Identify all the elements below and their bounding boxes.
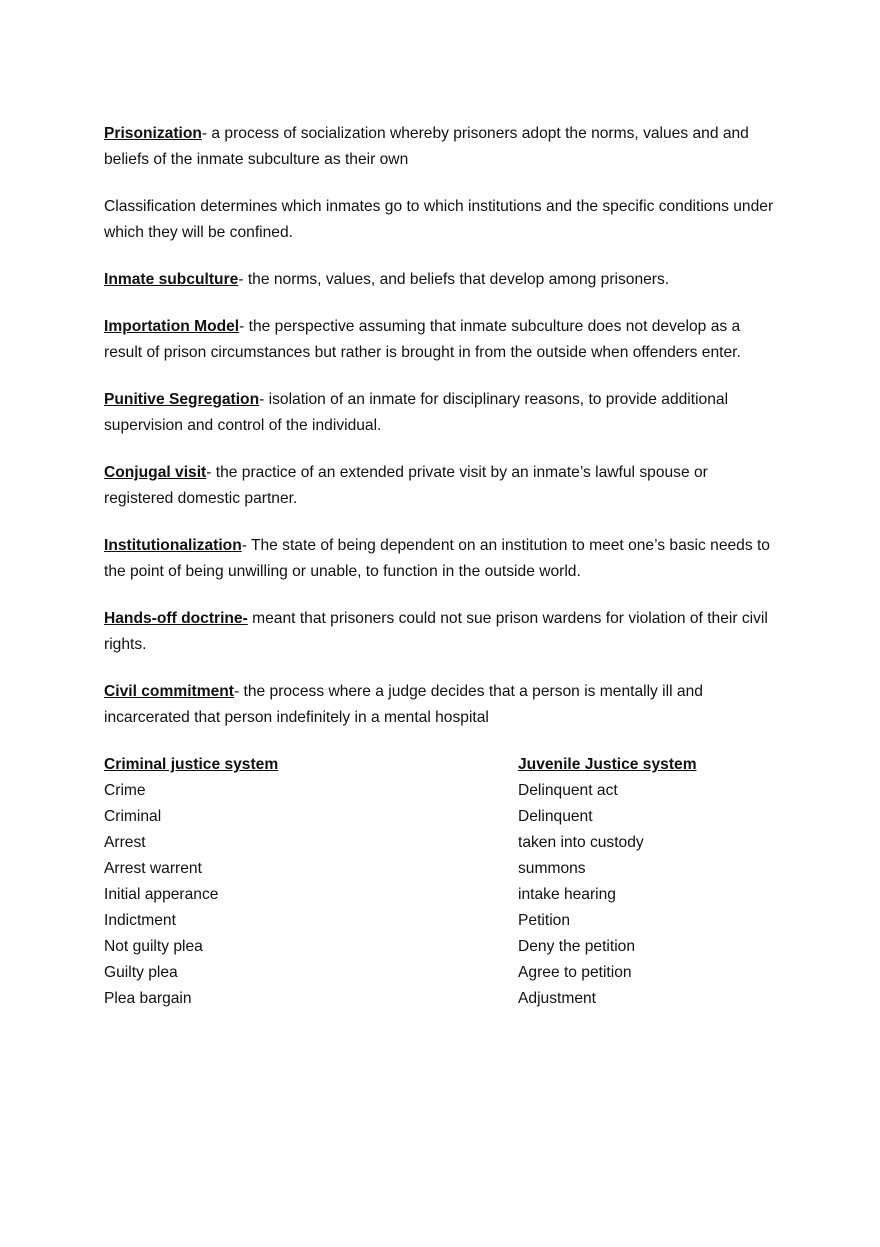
- definition-punitive-segregation: [104, 387, 780, 439]
- criminal-justice-header: Criminal justice system: [104, 756, 279, 773]
- definition-term: Conjugal visit: [104, 464, 207, 481]
- definition-term: Institutionalization: [104, 537, 242, 554]
- juvenile-justice-header: Juvenile Justice system: [518, 756, 697, 773]
- definition-prisonization: [104, 121, 780, 173]
- classification-note: [104, 194, 780, 246]
- definition-hands-off-doctrine: [104, 606, 780, 658]
- definition-term: Inmate subculture: [104, 271, 239, 288]
- definition-text: meant that prisoners could not sue prison wardens for violation of their civil rights.: [104, 610, 768, 653]
- juvenile-justice-item: taken into custody: [518, 834, 644, 851]
- definition-importation-model: [104, 314, 780, 366]
- definition-term: Prisonization: [104, 125, 202, 142]
- criminal-justice-item: Criminal: [104, 808, 162, 825]
- definition-text: - the perspective assuming that inmate subculture does not develop as a result of prison circumstances but rather is brought in from the outside when offenders enter.: [104, 318, 741, 361]
- definition-term: Punitive Segregation: [104, 391, 260, 408]
- definition-institutionalization: [104, 533, 780, 585]
- definition-text: - the process where a judge decides that a person is mentally ill and incarcerated that person indefinitely in a mental hospital: [104, 683, 703, 726]
- definition-conjugal-visit: [104, 460, 780, 512]
- definition-text: - isolation of an inmate for disciplinary reasons, to provide additional supervision and control of the individual.: [104, 391, 729, 434]
- criminal-justice-item: Arrest warrent: [104, 860, 202, 877]
- criminal-justice-item: Guilty plea: [104, 964, 178, 981]
- definition-text: - The state of being dependent on an institution to meet one’s basic needs to the point of being unwilling or unable, to function in the outside world.: [104, 537, 770, 580]
- document-content: [104, 121, 780, 1007]
- criminal-justice-item: Arrest: [104, 834, 146, 851]
- criminal-justice-item: Not guilty plea: [104, 938, 203, 955]
- definition-term: Hands-off doctrine-: [104, 610, 248, 627]
- definition-text: - the norms, values, and beliefs that develop among prisoners.: [238, 271, 670, 288]
- juvenile-justice-item: Adjustment: [518, 990, 597, 1007]
- definition-inmate-subculture: [104, 267, 780, 293]
- definition-term: Civil commitment: [104, 683, 234, 700]
- juvenile-justice-item: Deny the petition: [518, 938, 636, 955]
- juvenile-justice-column: [518, 752, 697, 1012]
- definition-term: Importation Model: [104, 318, 240, 335]
- juvenile-justice-item: Petition: [518, 912, 571, 929]
- juvenile-justice-item: Agree to petition: [518, 964, 632, 981]
- criminal-justice-item: Plea bargain: [104, 990, 192, 1007]
- criminal-justice-column: [104, 752, 278, 1012]
- definition-text: Classification determines which inmates go to which institutions and the specific conditions under which they will be confined.: [104, 198, 774, 241]
- criminal-justice-item: Initial apperance: [104, 886, 219, 903]
- criminal-justice-item: Crime: [104, 782, 146, 799]
- criminal-justice-item: Indictment: [104, 912, 176, 929]
- juvenile-justice-item: intake hearing: [518, 886, 616, 903]
- definition-civil-commitment: [104, 679, 780, 731]
- definition-text: - the practice of an extended private visit by an inmate’s lawful spouse or registered domestic partner.: [104, 464, 708, 507]
- definition-text: - a process of socialization whereby prisoners adopt the norms, values and and beliefs of the inmate subculture as their own: [104, 125, 749, 168]
- juvenile-justice-item: summons: [518, 860, 586, 877]
- juvenile-justice-item: Delinquent: [518, 808, 593, 825]
- juvenile-justice-item: Delinquent act: [518, 782, 618, 799]
